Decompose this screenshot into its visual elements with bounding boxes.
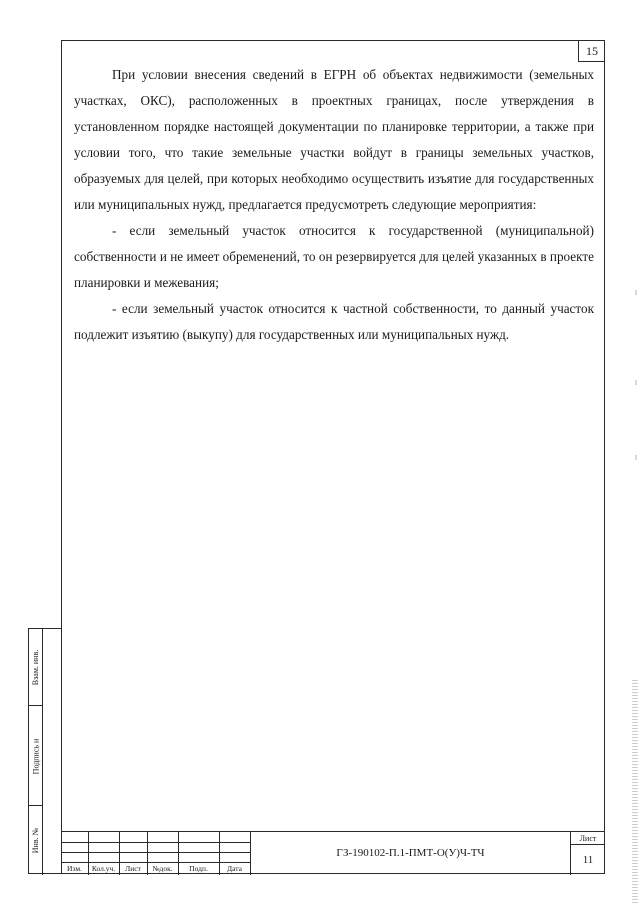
header-sheet: Лист: [125, 864, 141, 873]
paragraph-intro: При условии внесения сведений в ЕГРН об объектах недвижимости (земельных участках, ОКС), расположенных в проектных границах, после утверждения в установленном порядке настоящей документации по планировке территории, а также при условии того, что такие земельные участки войдут в границы земельных участков, образуемых для целей, при которых необходимо осуществить изъятие для государственных или муниципальных нужд, предлагается предусмотреть следующие мероприятия:: [74, 67, 594, 212]
header-doc-number: №док.: [152, 864, 173, 873]
sheet-number: 11: [582, 854, 594, 866]
title-block-grid: [61, 832, 250, 875]
document-code: ГЗ-190102-П.1-ПМТ-О(У)Ч-ТЧ: [250, 832, 570, 875]
grid-line: [61, 842, 250, 843]
scan-speck: [635, 290, 637, 295]
page-number-box: 15: [578, 40, 605, 62]
scan-speck: [635, 455, 637, 460]
header-change: Изм.: [67, 864, 82, 873]
scan-edge-artifact: [632, 680, 638, 905]
sheet-label: Лист: [571, 832, 605, 845]
side-label-signature: Подпись и: [31, 738, 41, 774]
header-signature: Подп.: [189, 864, 208, 873]
header-count: Кол.уч.: [91, 864, 116, 873]
title-block: [61, 831, 605, 874]
paragraph-state-property: - если земельный участок относится к государственной (муниципальной) собственности и не имеет обременений, то он резервируется для целей указанных в проекте планировки и межевания;: [74, 223, 594, 290]
side-label-replace-inv: Взам. инв.: [31, 649, 41, 686]
header-date: Дата: [227, 864, 242, 873]
grid-line: [61, 852, 250, 853]
paragraph-private-property: - если земельный участок относится к частной собственности, то данный участок подлежит изъятию (выкупу) для государственных или муниципальных нужд.: [74, 301, 594, 342]
side-label-inv-number: Инв. №: [31, 827, 41, 854]
body-text: [74, 62, 594, 348]
side-stamp: [28, 628, 61, 874]
scan-speck: [635, 380, 637, 385]
sheet-box: [570, 832, 605, 875]
